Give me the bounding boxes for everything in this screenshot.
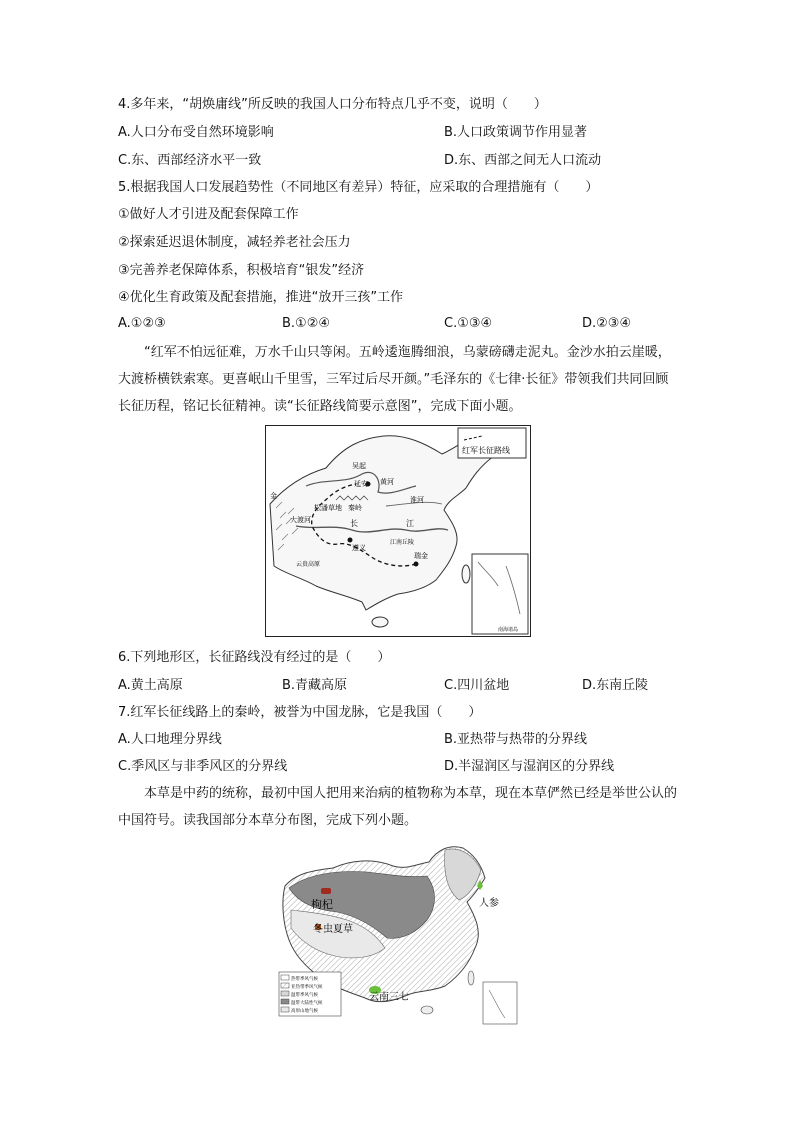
q6-option-a: A.黄土高原 [118,678,183,693]
label-zunyi: 遵义 [352,544,366,552]
q4-option-a: A.人口分布受自然环境影响 [118,125,274,140]
label-dadu-river: 大渡河 [290,516,311,524]
legend-swatch-3 [281,991,289,996]
legend-text-1: 热带季风气候 [291,977,318,982]
q6-option-d: D.东南丘陵 [582,678,649,693]
long-march-map [265,425,531,637]
label-yellow-river: 黄河 [380,478,394,486]
q5-statement-2: ②探索延迟退休制度，减轻养老社会压力 [118,235,351,250]
inset-label: 南海诸岛 [498,627,519,633]
map1-legend-text: 红军长征路线 [462,446,510,455]
label-sanqi: 云南三七 [369,992,409,1003]
q4-stem: 4.多年来，“胡焕庸线”所反映的我国人口分布特点几乎不变，说明（ ） [118,97,547,112]
q5-option-c: C.①③④ [444,316,493,331]
q7-option-b: B.亚热带与热带的分界线 [444,732,588,747]
label-jiang: 江 [406,519,414,528]
label-jiangnan: 江南丘陵 [390,539,415,546]
q7-option-c: C.季风区与非季风区的分界线 [118,759,288,774]
legend-text-2: 亚热带季风气候 [291,985,323,990]
q4-option-c: C.东、西部经济水平一致 [118,153,262,168]
label-yanan: 延安 [354,480,368,488]
hainan-island [372,617,388,627]
q5-option-d: D.②③④ [582,316,632,331]
q6-option-b: B.青藏高原 [282,678,348,693]
wolfberry-marker [321,888,331,894]
q4-option-d: D.东、西部之间无人口流动 [444,153,602,168]
q5-statement-3: ③完善养老保障体系，积极培育“银发”经济 [118,263,365,278]
legend-swatch-2 [281,983,289,988]
south-china-sea-inset [472,554,528,634]
long-march-map-graphic [266,426,530,636]
taiwan-island [462,565,470,583]
herb-map-graphic [277,840,521,1026]
legend-text-3: 温带季风气候 [291,993,318,998]
q5-statement-1: ①做好人才引进及配套保障工作 [118,207,299,222]
label-yungui: 云贵高原 [296,561,321,568]
passage-bencao: 本草是中药的统称，最初中国人把用来治病的植物称为本草，现在本草俨然已经是举世公认的中国符号。读我国部分本草分布图，完成下列小题。 [118,786,678,828]
label-qinling: 秦岭 [348,504,362,512]
herb-distribution-map [277,840,521,1026]
q5-stem: 5.根据我国人口发展趋势性（不同地区有差异）特征，应采取的合理措施有（ ） [118,180,599,195]
q5-option-a: A.①②③ [118,316,166,331]
q5-statement-4: ④优化生育政策及配套措施，推进“放开三孩”工作 [118,290,404,305]
q6-stem: 6.下列地形区，长征路线没有经过的是（ ） [118,650,391,665]
passage-long-march: “红军不怕远征难，万水千山只等闲。五岭逶迤腾细浪，乌蒙磅礴走泥丸。金沙水拍云崖暖，大渡桥横铁索寒。更喜岷山千里雪，三军过后尽开颜。”毛泽东的《七律·长征》带领我们共同回顾长征历程，铭记长征精神。读“长征路线简要示意图”，完成下面小题。 [118,345,671,414]
label-wolfberry: 枸杞 [311,898,333,911]
q7-option-a: A.人口地理分界线 [118,732,222,747]
label-ruijin: 瑞金 [414,552,428,560]
label-jin: 金 [270,492,277,500]
zunyi-dot [348,538,353,543]
q6-option-c: C.四川盆地 [444,678,510,693]
ruijin-dot [414,562,419,567]
label-ginseng: 人参 [479,898,499,909]
hainan-island [421,1006,433,1014]
q5-option-b: B.①②④ [282,316,331,331]
south-china-sea-inset [483,982,517,1024]
label-chang: 长 [350,519,358,528]
legend-swatch-5 [281,1007,289,1012]
q7-option-d: D.半湿润区与湿润区的分界线 [444,759,615,774]
label-songpan: 松潘草地 [314,504,342,512]
label-cordyceps: 冬虫夏草 [313,924,353,935]
taiwan-island [468,971,474,985]
label-wuqi: 吴起 [352,462,366,470]
q4-option-b: B.人口政策调节作用显著 [444,125,588,140]
legend-text-4: 温带大陆性气候 [291,1001,323,1006]
legend-swatch-1 [281,975,289,980]
label-huai-river: 淮河 [410,496,424,504]
legend-text-5: 高原山地气候 [291,1009,318,1014]
q7-stem: 7.红军长征线路上的秦岭，被誉为中国龙脉，它是我国（ ） [118,705,482,720]
legend-swatch-4 [281,999,289,1004]
